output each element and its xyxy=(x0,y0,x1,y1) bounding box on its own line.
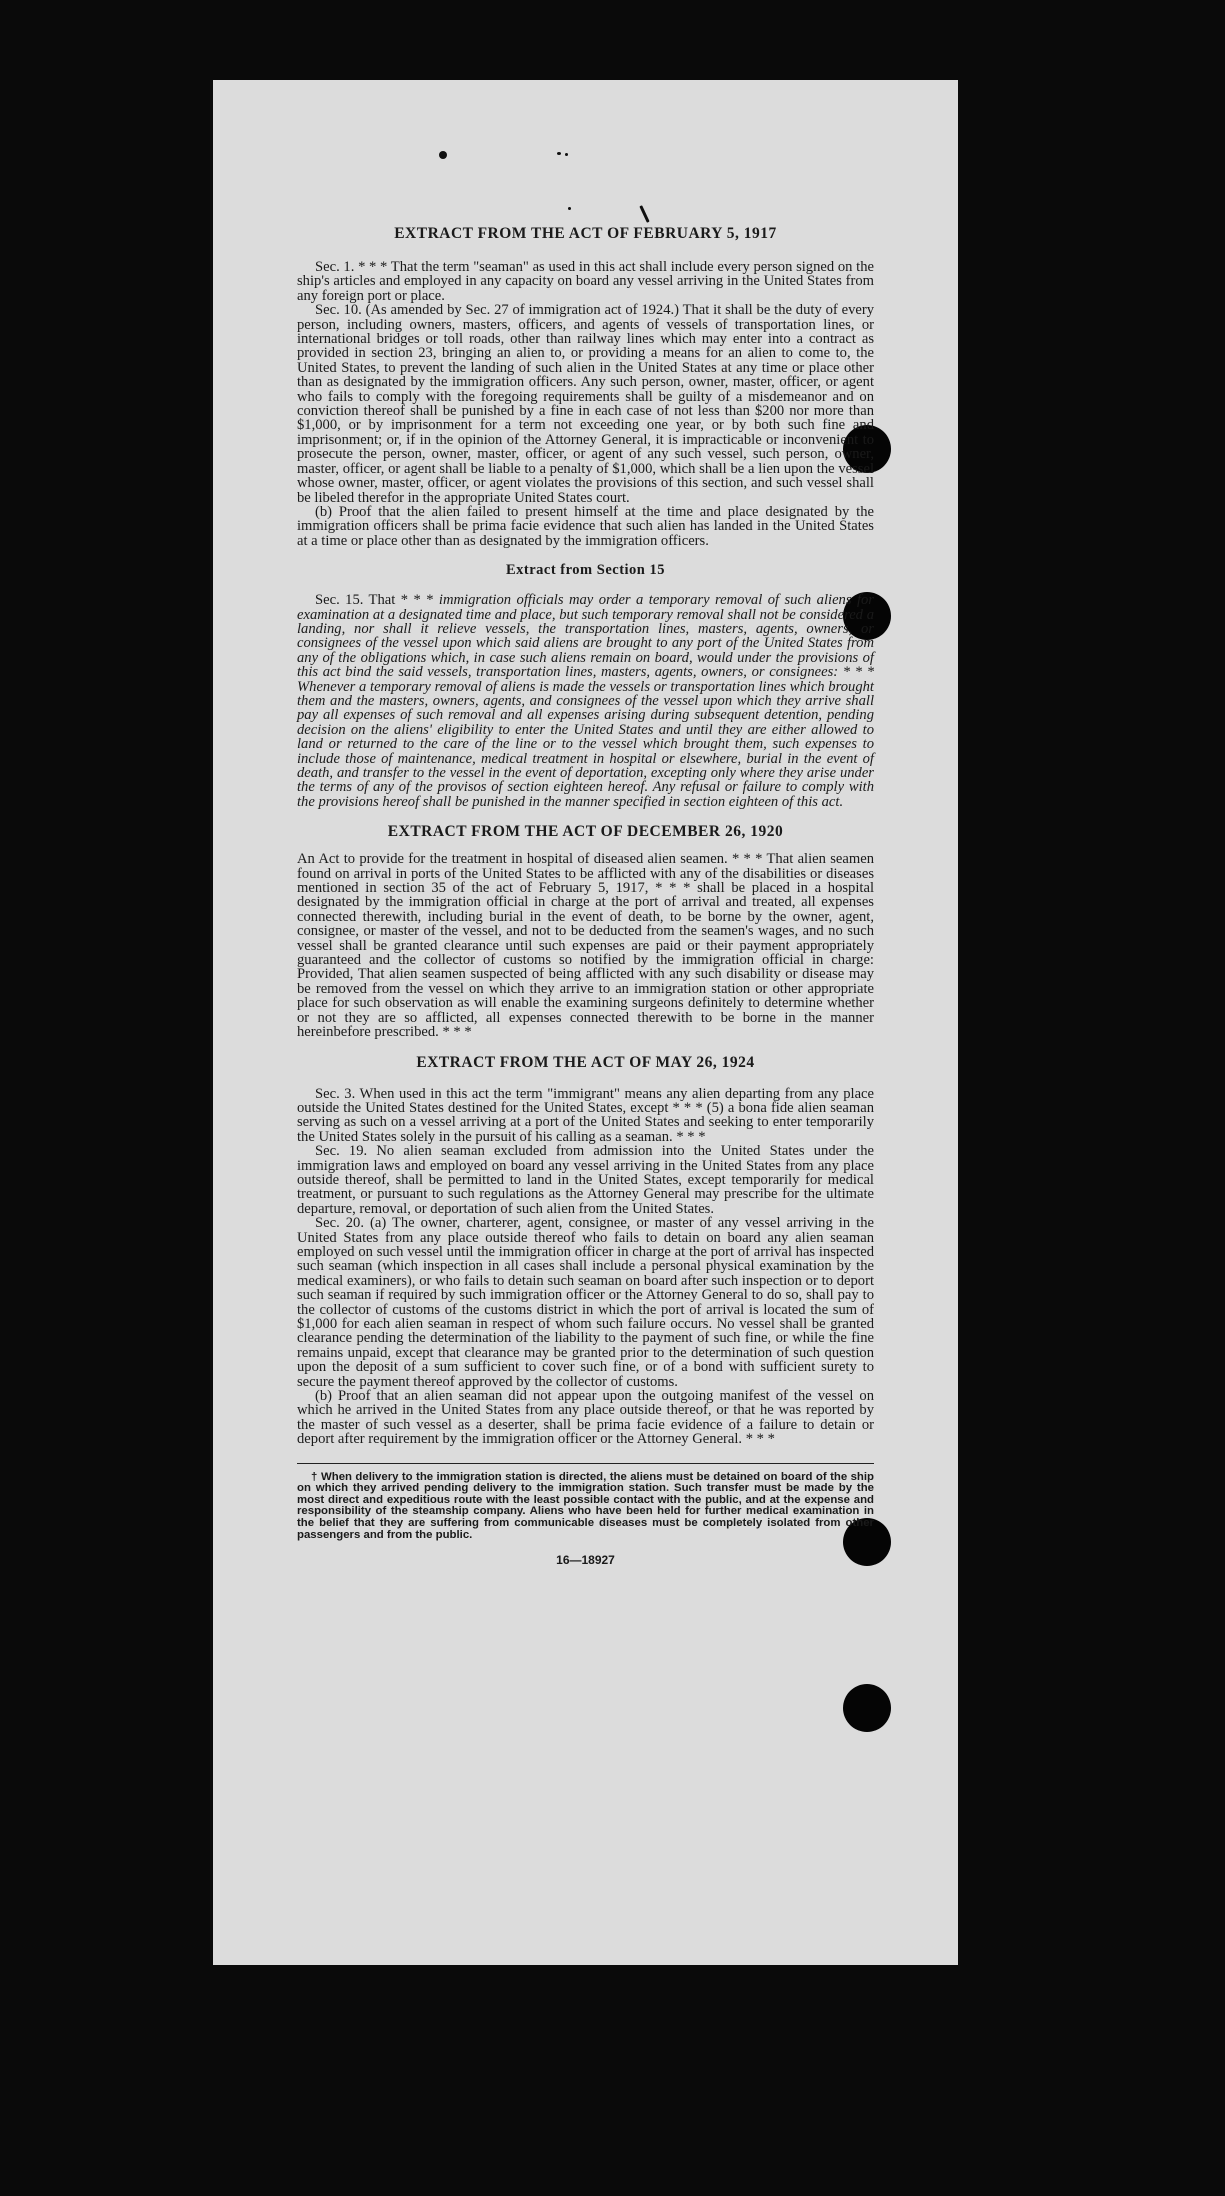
ink-speck xyxy=(565,153,568,156)
form-code: 16—18927 xyxy=(556,1553,615,1568)
ink-speck xyxy=(439,151,447,159)
act-1917-sec-1: Sec. 1. * * * That the term "seaman" as used in this act shall include every person signed on the ship's articles and employed in any capacity on board any vessel arriving in the United States from any foreign port or place. xyxy=(297,259,874,304)
heading-act-1917: EXTRACT FROM THE ACT OF FEBRUARY 5, 1917 xyxy=(394,225,777,242)
document-body xyxy=(297,225,874,1567)
section-15-lead: Sec. 15. That * * * xyxy=(315,592,439,609)
punch-hole xyxy=(843,1684,891,1732)
act-1924-sec-19: Sec. 19. No alien seaman excluded from admission into the United States under the immigration laws and employed on board any vessel arriving in the United States from any place outside thereof, shall be permitted to land in the United States, except temporarily for medical treatment, or pursuant to such regulations as the Attorney General may prescribe for the ultimate departure, removal, or deportation of such alien from the United States. xyxy=(297,1143,874,1217)
heading-act-1924: EXTRACT FROM THE ACT OF MAY 26, 1924 xyxy=(416,1053,755,1071)
footnote: † When delivery to the immigration station is directed, the aliens must be detained on board of the ship on which they arrived pending delivery to the immigration station. Such transfer must be made by the most direct and expeditious route with the least possible contact with the public, and at the expense and responsibility of the steamship company. Aliens who have been held for further medical examination in the belief that they are suffering from communicable diseases must be completely isolated from other passengers and from the public. xyxy=(297,1470,874,1541)
ink-speck xyxy=(568,207,571,210)
act-1924-sec-20b: (b) Proof that an alien seaman did not appear upon the outgoing manifest of the vessel on which he arrived in the United States from any place outside thereof, or that he was reported by the master of such vessel as a deserter, shall be prima facie evidence of a failure to detain or deport after requirement by the immigration officer or the Attorney General. * * * xyxy=(297,1388,874,1448)
heading-act-1920: EXTRACT FROM THE ACT OF DECEMBER 26, 1920 xyxy=(387,823,784,841)
act-1917-sec-10b: (b) Proof that the alien failed to present himself at the time and place designated by the immigration officers shall be prima facie evidence that such alien has landed in the United States at a time or place other than as designated by the immigration officers. xyxy=(297,503,874,549)
section-15-text xyxy=(297,593,874,809)
section-15-italic: immigration officials may order a temporary removal of such aliens for examination at a designated time and place, but such temporary removal shall not be considered a landing, nor shall it relieve vessels, the transportation lines, masters, agents, owners, or consignees of the vessel upon which said aliens are brought to any port of the United States from any of the obligations which, in case such aliens remain on board, would under the provisions of this act bind the said vessels, transportation lines, masters, agents, owners, or consignees: * * * Whenever a temporary removal of aliens is made the vessels or transportation lines which brought them and the masters, owners, agents, and consignees of the vessel upon which they arrive shall pay all expenses of such removal and all expenses arising during subsequent detention, pending decision on the aliens' eligibility to enter the United States and until they are either allowed to land or returned to the care of the line or to the vessel which brought them, such expenses to include those of maintenance, medical treatment in hospital or elsewhere, burial in the event of death, and transfer to the vessel in the event of deportation, excepting only where they arise under the terms of any of the provisos of section eighteen hereof. Any refusal or failure to comply with the provisions hereof shall be punished in the manner specified in section eighteen of this act. xyxy=(297,592,874,810)
ink-speck xyxy=(557,152,561,155)
act-1924-sec-3: Sec. 3. When used in this act the term "immigrant" means any alien departing from any place outside the United States destined for the United States, except * * * (5) a bona fide alien seaman serving as such on a vessel arriving at a port of the United States and seeking to enter temporarily the United States solely in the pursuit of his calling as a seaman. * * * xyxy=(297,1085,874,1145)
act-1920-text: An Act to provide for the treatment in hospital of diseased alien seamen. * * * That alien seamen found on arrival in ports of the United States to be afflicted with any of the disabilities or diseases mentioned in section 35 of the act of February 5, 1917, * * * shall be placed in a hospital designated by the immigration official in charge at the port of arrival and treated, all expenses connected therewith, including burial in the event of death, to be borne by the owner, agent, consignee, or master of the vessel, and not to be deducted from the seamen's wages, and no such vessel shall be granted clearance until such expenses are paid or their payment appropriately guaranteed and the collector of customs so notified by the immigration official in charge: Provided, That alien seamen suspected of being afflicted with any such disability or disease may be removed from the vessel on which they arrive to an immigration station or other appropriate place for such observation as will enable the examining surgeons definitely to determine whether or not they are so afflicted, all expenses connected therewith to be borne in the manner hereinbefore prescribed. * * * xyxy=(297,851,874,1041)
act-1917-sec-10: Sec. 10. (As amended by Sec. 27 of immigration act of 1924.) That it shall be the duty of every person, including owners, masters, officers, and agents of vessels of transportation lines, or international bridges or toll roads, other than railway lines which may enter into a contract as provided in section 23, bringing an alien to, or providing a means for an alien to come to, the United States, to prevent the landing of such alien in the United States at any time or place other than as designated by the immigration officers. Any such person, owner, master, officer, or agent who fails to comply with the foregoing requirements shall be guilty of a misdemeanor and on conviction thereof shall be punished by a fine in each case of not less than $200 nor more than $1,000, or by imprisonment for a term not exceeding one year, or by both such fine and imprisonment; or, if in the opinion of the Attorney General, it is impracticable or inconvenient to prosecute the person, owner, master, officer, or agent of any such vessel, such person, owner, master, officer, or agent shall be liable to a penalty of $1,000, which shall be a lien upon the vessel whose owner, master, officer, or agent violates the provisions of this section, and such vessel shall be libeled therefor in the appropriate United States court. xyxy=(297,302,874,506)
act-1924-sec-20: Sec. 20. (a) The owner, charterer, agent, consignee, or master of any vessel arriving in the United States from any place outside thereof who fails to detain on board any alien seaman employed on such vessel until the immigration officer in charge at the port of arrival has inspected such seaman (which inspection in all cases shall include a personal physical examination by the medical examiners), or who fails to detain such seaman on board after such inspection or to deport such seaman if required by such immigration officer or the Attorney General to do so, shall pay to the collector of customs of the customs district in which the port of arrival is located the sum of $1,000 for each alien seaman in respect of whom such failure occurs. No vessel shall be granted clearance pending the determination of the liability to the payment of such fine, or while the fine remains unpaid, except that clearance may be granted prior to the determination of such question upon the deposit of a sum sufficient to cover such fine, or of a bond with sufficient surety to secure the payment thereof approved by the collector of customs. xyxy=(297,1215,874,1390)
ink-speck xyxy=(639,205,649,223)
footnote-divider xyxy=(297,1463,874,1464)
document-page xyxy=(213,80,958,1965)
heading-section-15: Extract from Section 15 xyxy=(505,562,665,579)
